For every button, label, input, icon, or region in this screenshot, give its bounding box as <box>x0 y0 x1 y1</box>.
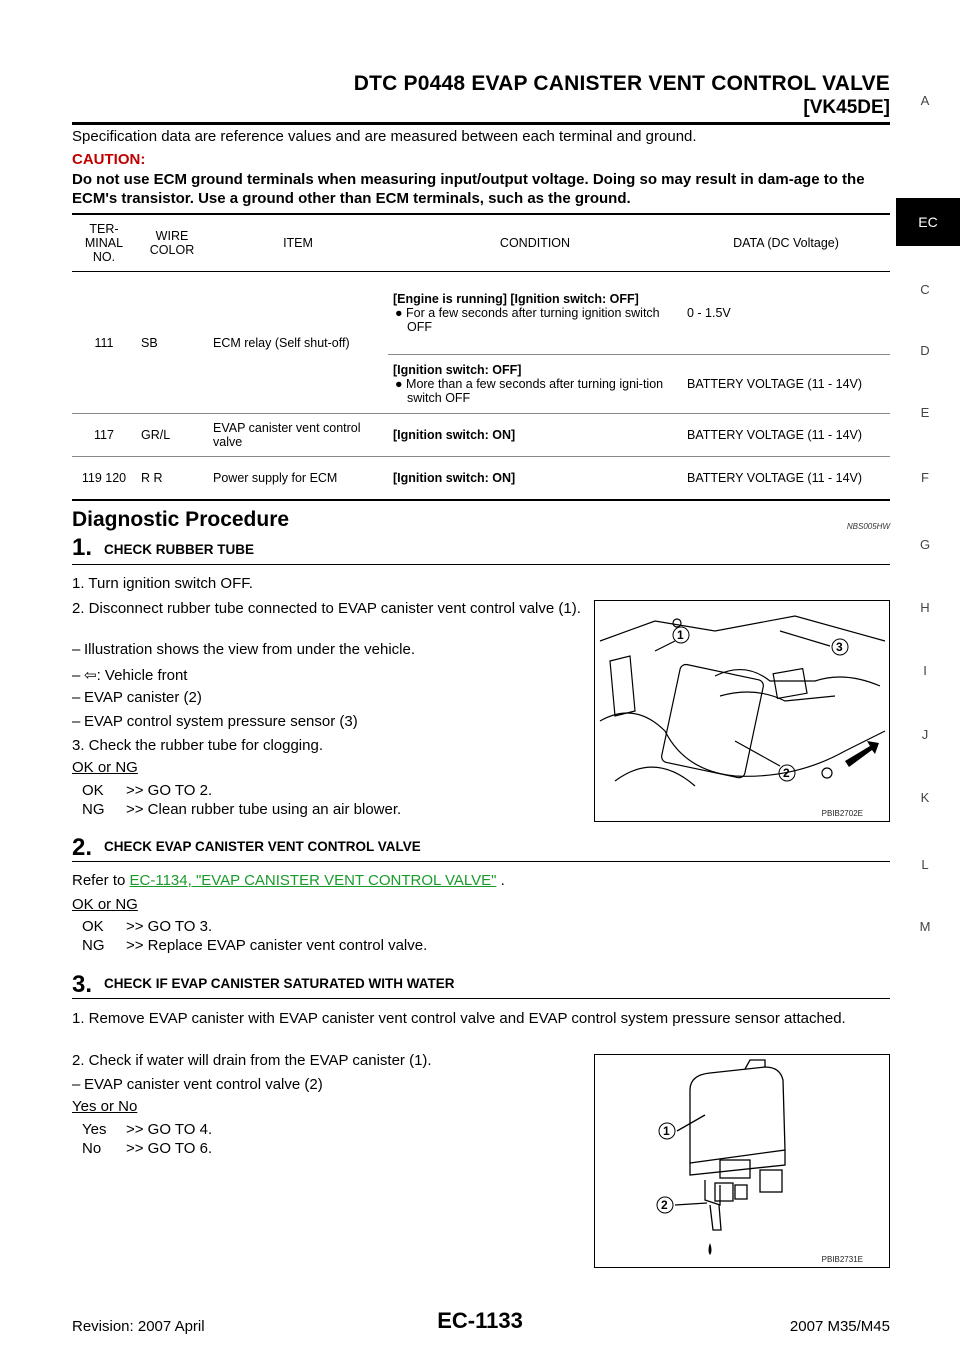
condition-bullet: ● For a few seconds after turning ignition switch OFF <box>395 306 660 334</box>
revision-text: Revision: 2007 April <box>72 1318 205 1335</box>
ok-or-ng-label: OK or NG <box>72 896 138 913</box>
model-text: 2007 M35/M45 <box>789 1318 890 1335</box>
side-tab-m[interactable]: M <box>919 919 931 934</box>
result-key: NG <box>82 801 105 818</box>
front-arrow-icon <box>845 741 879 767</box>
figure-code: PBIB2731E <box>821 1255 863 1264</box>
dash-item: – ⇦: Vehicle front <box>72 667 188 684</box>
side-tab-ec-active[interactable]: EC <box>896 198 960 246</box>
data-cell: 0 - 1.5V <box>687 306 731 320</box>
step-1-item-2: 2. Disconnect rubber tube connected to EVAP canister vent control valve (1). <box>72 600 581 617</box>
condition-cell: [Ignition switch: ON] <box>393 428 516 442</box>
terminal-cell: 117 <box>94 428 114 442</box>
figure-code: PBIB2702E <box>821 809 863 818</box>
callout-1: 1 <box>663 1124 670 1138</box>
page-number: EC-1133 <box>437 1308 523 1333</box>
side-tab-e[interactable]: E <box>920 405 930 420</box>
callout-3: 3 <box>836 640 843 654</box>
result-key: OK <box>82 782 104 799</box>
result-value: >> GO TO 2. <box>126 782 213 799</box>
side-tab-h[interactable]: H <box>920 600 930 615</box>
side-tab-l[interactable]: L <box>921 857 929 872</box>
result-value: >> Replace EVAP canister vent control valve. <box>126 937 428 954</box>
dash-item: – EVAP canister vent control valve (2) <box>72 1076 323 1093</box>
reference-link[interactable]: EC-1134, "EVAP CANISTER VENT CONTROL VALVE" <box>129 872 497 889</box>
step-1-number: 1. <box>72 534 93 561</box>
table-row <box>72 272 890 355</box>
section-ref-code: NBS005HW <box>846 522 890 531</box>
side-tab-c[interactable]: C <box>920 282 930 297</box>
data-cell: BATTERY VOLTAGE (11 - 14V) <box>687 428 863 442</box>
result-value: >> GO TO 3. <box>126 918 213 935</box>
condition-bold: [Ignition switch: OFF] <box>393 363 522 377</box>
table-header-row <box>72 214 890 272</box>
vehicle-front-arrow-icon: ⇦ <box>84 667 97 684</box>
table-row <box>72 457 890 501</box>
callout-2: 2 <box>783 766 790 780</box>
wire-cell: SB <box>141 335 158 350</box>
dash-item: – Illustration shows the view from under the vehicle. <box>72 641 415 658</box>
result-value: >> GO TO 6. <box>126 1140 213 1157</box>
step-2-refer: Refer to EC-1134, "EVAP CANISTER VENT CONTROL VALVE" . <box>72 872 505 889</box>
result-key: NG <box>82 937 105 954</box>
step-3-item-1: 1. Remove EVAP canister with EVAP canister vent control valve and EVAP control system pressure sensor attached. <box>72 1010 846 1027</box>
col-condition: CONDITION <box>499 236 571 250</box>
step-3-number: 3. <box>72 971 93 998</box>
section-title: Diagnostic Procedure <box>72 508 290 531</box>
result-value: >> Clean rubber tube using an air blower. <box>126 801 402 818</box>
col-terminal: TER-MINAL NO. <box>84 222 124 264</box>
step-2-number: 2. <box>72 834 93 861</box>
water-drop-icon <box>709 1243 712 1255</box>
caution-text: Do not use ECM ground terminals when measuring input/output voltage. Doing so may result in dam-age to the ECM's transistor. Use a ground other than ECM terminals, such as the ground. <box>72 171 865 207</box>
step-1-title: CHECK RUBBER TUBE <box>104 542 255 557</box>
callout-1: 1 <box>677 628 684 642</box>
item-cell: Power supply for ECM <box>213 471 338 485</box>
side-tab-d[interactable]: D <box>920 343 930 358</box>
header-rule <box>72 122 890 125</box>
col-item: ITEM <box>283 236 313 250</box>
result-key: OK <box>82 918 104 935</box>
step-1-item-3: 3. Check the rubber tube for clogging. <box>72 737 323 754</box>
condition-cell <box>388 355 682 414</box>
table-row <box>72 414 890 457</box>
terminal-cell: 111 <box>94 335 114 350</box>
condition-cell: [Ignition switch: ON] <box>393 471 516 485</box>
rubber-tube-illustration <box>594 600 890 822</box>
step-3-item-2: 2. Check if water will drain from the EVAP canister (1). <box>72 1052 432 1069</box>
canister-location-drawing <box>595 601 889 821</box>
condition-cell <box>388 272 682 355</box>
dash-item: – EVAP canister (2) <box>72 689 202 706</box>
data-cell: BATTERY VOLTAGE (11 - 14V) <box>687 377 863 391</box>
engine-code: [VK45DE] <box>803 97 890 118</box>
terminal-spec-table <box>72 213 890 501</box>
callout-2: 2 <box>661 1198 668 1212</box>
evap-canister-illustration <box>594 1054 890 1268</box>
step-1-item-1: 1. Turn ignition switch OFF. <box>72 575 253 592</box>
col-wire-color: WIRE COLOR <box>149 229 195 257</box>
side-tab-a[interactable]: A <box>920 93 930 108</box>
result-value: >> GO TO 4. <box>126 1121 213 1138</box>
step-1-rule <box>72 564 890 565</box>
dash-item: – EVAP control system pressure sensor (3) <box>72 713 358 730</box>
terminal-cell: 119 120 <box>81 471 127 485</box>
condition-bold: [Engine is running] [Ignition switch: OFF] <box>393 292 639 306</box>
result-key: No <box>82 1140 102 1157</box>
side-tab-j[interactable]: J <box>921 727 929 742</box>
data-cell: BATTERY VOLTAGE (11 - 14V) <box>687 471 863 485</box>
side-tab-g[interactable]: G <box>919 537 931 552</box>
side-tab-f[interactable]: F <box>921 470 929 485</box>
ok-or-ng-label: OK or NG <box>72 759 138 776</box>
wire-cell: GR/L <box>141 428 171 442</box>
canister-drain-drawing <box>595 1055 889 1267</box>
caution-title: CAUTION: <box>72 151 146 168</box>
side-tab-k[interactable]: K <box>920 790 930 805</box>
side-tab-i[interactable]: I <box>923 663 927 678</box>
intro-text: Specification data are reference values and are measured between each terminal and ground. <box>72 128 697 145</box>
yes-or-no-label: Yes or No <box>72 1098 138 1115</box>
condition-bullet: ● More than a few seconds after turning igni-tion switch OFF <box>395 377 664 405</box>
item-cell: ECM relay (Self shut-off) <box>213 335 350 350</box>
item-cell: EVAP canister vent control valve <box>213 421 361 449</box>
result-key: Yes <box>82 1121 107 1138</box>
step-3-title: CHECK IF EVAP CANISTER SATURATED WITH WATER <box>104 976 455 991</box>
col-data: DATA (DC Voltage) <box>733 236 839 250</box>
step-3-rule <box>72 998 890 999</box>
step-2-rule <box>72 861 890 862</box>
step-2-title: CHECK EVAP CANISTER VENT CONTROL VALVE <box>104 839 421 854</box>
wire-cell: R R <box>141 471 163 485</box>
page-title: DTC P0448 EVAP CANISTER VENT CONTROL VALVE <box>353 72 890 95</box>
